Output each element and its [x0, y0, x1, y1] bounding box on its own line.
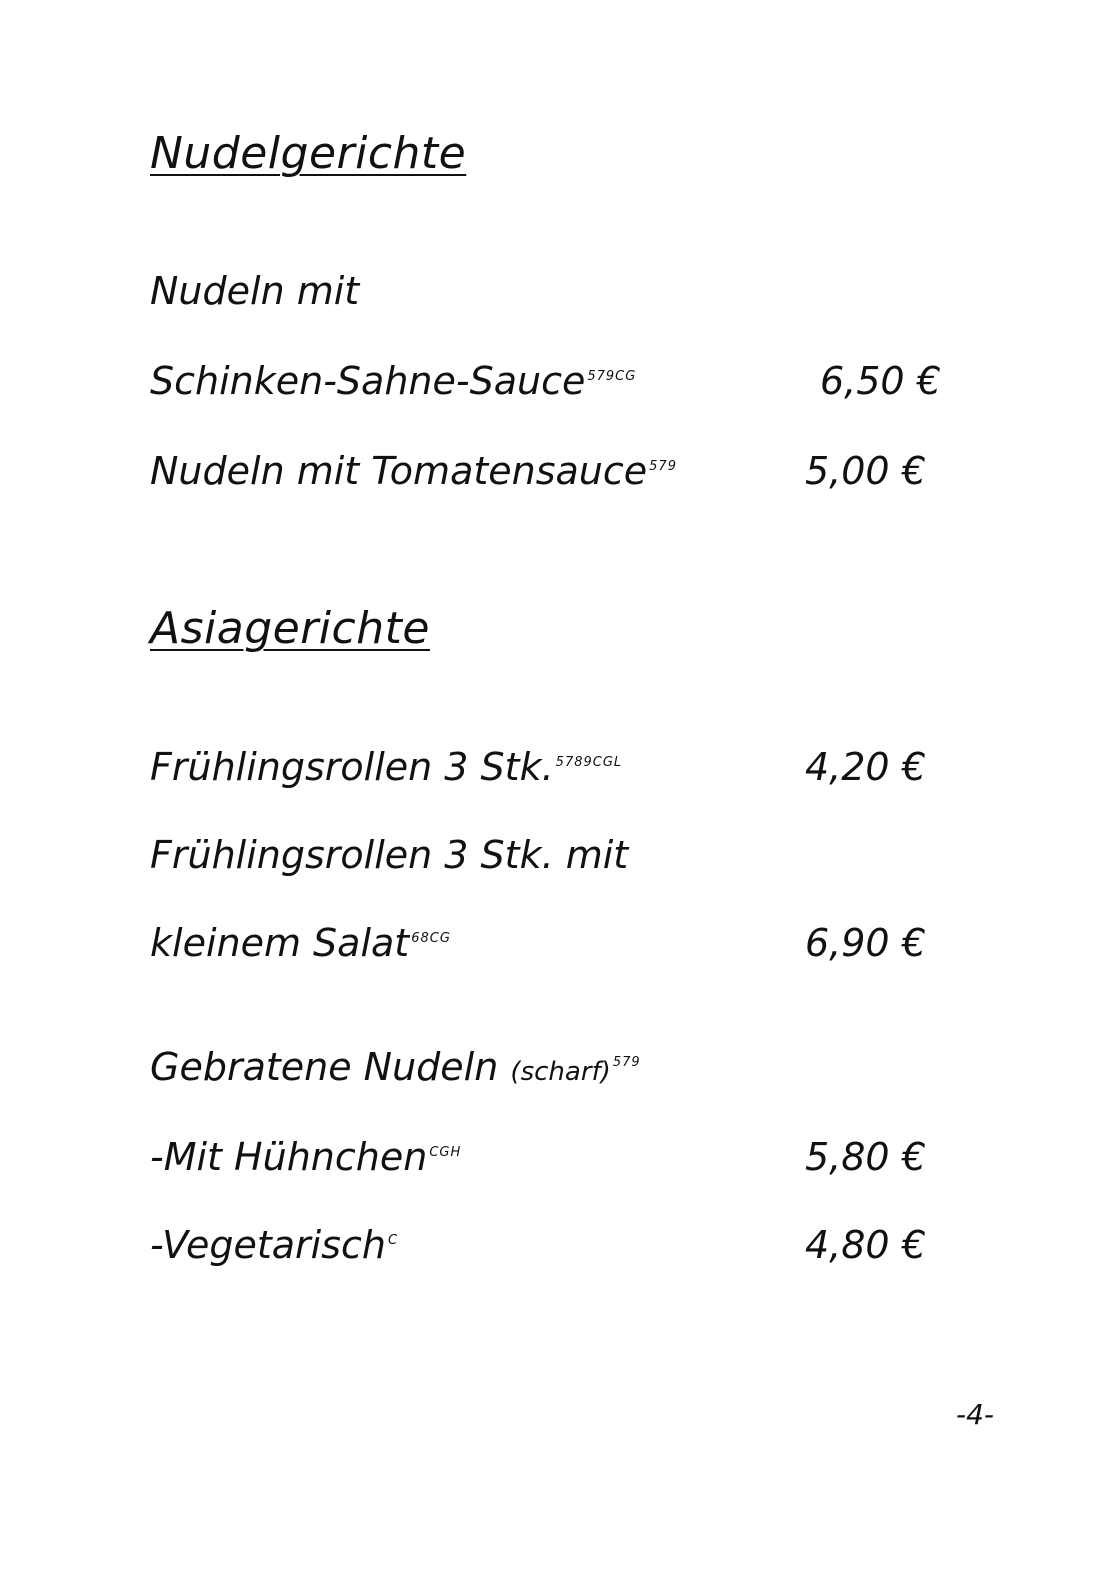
menu-item-price: 6,90 €	[805, 921, 926, 965]
section-title-nudelgerichte: Nudelgerichte	[150, 128, 467, 179]
menu-item-line	[150, 745, 623, 789]
menu-item-line	[150, 1045, 641, 1089]
menu-item-price: 6,50 €	[820, 359, 941, 403]
section-title-asiagerichte: Asiagerichte	[150, 603, 430, 654]
menu-item-price: 4,20 €	[805, 745, 926, 789]
menu-item-name: Nudeln mit Tomatensauce	[150, 449, 648, 493]
menu-item-line	[150, 921, 451, 965]
allergen-codes: 579CG	[587, 369, 637, 384]
menu-item-name: Schinken-Sahne-Sauce	[150, 359, 586, 403]
menu-item-price: 4,80 €	[805, 1223, 926, 1267]
menu-item-name: kleinem Salat	[150, 921, 410, 965]
allergen-codes: 5789CGL	[555, 755, 623, 770]
menu-item-name: Gebratene Nudeln	[150, 1045, 499, 1089]
menu-item-line	[150, 833, 629, 877]
allergen-codes: 579	[612, 1055, 641, 1070]
page-number: -4-	[956, 1398, 995, 1431]
allergen-codes: C	[387, 1233, 399, 1248]
allergen-codes: 68CG	[411, 931, 451, 946]
menu-item-line	[150, 1135, 462, 1179]
menu-item-name: Nudeln mit	[150, 269, 360, 313]
menu-item-name: -Mit Hühnchen	[150, 1135, 428, 1179]
allergen-codes: CGH	[429, 1145, 462, 1160]
menu-item-name: -Vegetarisch	[150, 1223, 386, 1267]
menu-item-line	[150, 449, 677, 493]
menu-item-price: 5,80 €	[805, 1135, 926, 1179]
menu-item-name: Frühlingsrollen 3 Stk. mit	[150, 833, 629, 877]
menu-item-price: 5,00 €	[805, 449, 926, 493]
menu-item-line	[150, 1223, 399, 1267]
menu-item-name: Frühlingsrollen 3 Stk.	[150, 745, 554, 789]
menu-item-line	[150, 359, 637, 403]
menu-item-line	[150, 269, 360, 313]
allergen-codes: 579	[649, 459, 677, 474]
menu-item-note: (scharf)	[510, 1057, 611, 1087]
